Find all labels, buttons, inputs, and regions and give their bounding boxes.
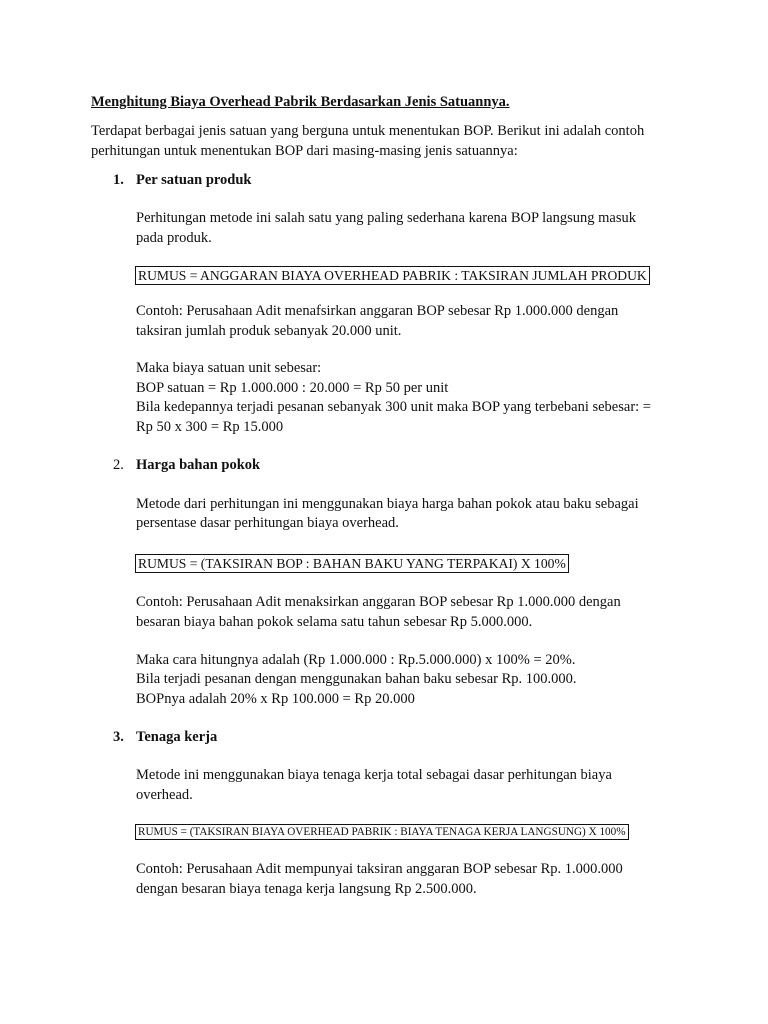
section-3-example-2: dengan besaran biaya tenaga kerja langsung Rp 2.500.000. bbox=[136, 881, 477, 897]
section-1-calc-1: Maka biaya satuan unit sebesar: bbox=[136, 360, 322, 376]
section-3-example-1: Contoh: Perusahaan Adit mempunyai taksiran anggaran BOP sebesar Rp. 1.000.000 bbox=[136, 861, 623, 877]
section-2-desc-2: persentase dasar perhitungan biaya overhead. bbox=[136, 515, 399, 531]
section-3-desc-1: Metode ini menggunakan biaya tenaga kerja total sebagai dasar perhitungan biaya bbox=[136, 767, 612, 783]
section-3-heading: Tenaga kerja bbox=[136, 729, 218, 745]
section-1-formula-box: RUMUS = ANGGARAN BIAYA OVERHEAD PABRIK : TAKSIRAN JUMLAH PRODUK bbox=[135, 266, 650, 285]
section-3-number: 3. bbox=[113, 729, 124, 745]
section-3-formula-box: RUMUS = (TAKSIRAN BIAYA OVERHEAD PABRIK : BIAYA TENAGA KERJA LANGSUNG) X 100% bbox=[135, 824, 629, 840]
section-2-number: 2. bbox=[113, 457, 124, 473]
section-1-calc-4: Rp 50 x 300 = Rp 15.000 bbox=[136, 419, 284, 435]
section-3-desc-2: overhead. bbox=[136, 787, 193, 803]
section-2-example-2: besaran biaya bahan pokok selama satu tahun sebesar Rp 5.000.000. bbox=[136, 614, 533, 630]
section-1-calc-2: BOP satuan = Rp 1.000.000 : 20.000 = Rp 50 per unit bbox=[136, 380, 449, 396]
section-1-heading: Per satuan produk bbox=[136, 172, 252, 188]
section-1-number: 1. bbox=[113, 172, 124, 188]
section-2-formula-box: RUMUS = (TAKSIRAN BOP : BAHAN BAKU YANG TERPAKAI) X 100% bbox=[135, 554, 569, 573]
section-1-desc-2: pada produk. bbox=[136, 230, 212, 246]
intro-line-1: Terdapat berbagai jenis satuan yang berguna untuk menentukan BOP. Berikut ini adalah contoh bbox=[91, 123, 645, 139]
section-2-calc-1: Maka cara hitungnya adalah (Rp 1.000.000 : Rp.5.000.000) x 100% = 20%. bbox=[136, 652, 576, 668]
intro-line-2: perhitungan untuk menentukan BOP dari masing-masing jenis satuannya: bbox=[91, 143, 518, 159]
section-2-example-1: Contoh: Perusahaan Adit menaksirkan anggaran BOP sebesar Rp 1.000.000 dengan bbox=[136, 594, 621, 610]
section-1-example-2: taksiran jumlah produk sebanyak 20.000 unit. bbox=[136, 323, 402, 339]
section-2-calc-3: BOPnya adalah 20% x Rp 100.000 = Rp 20.000 bbox=[136, 691, 415, 707]
section-1-example-1: Contoh: Perusahaan Adit menafsirkan anggaran BOP sebesar Rp 1.000.000 dengan bbox=[136, 303, 619, 319]
section-2-desc-1: Metode dari perhitungan ini menggunakan biaya harga bahan pokok atau baku sebagai bbox=[136, 496, 639, 512]
section-2-calc-2: Bila terjadi pesanan dengan menggunakan bahan baku sebesar Rp. 100.000. bbox=[136, 671, 577, 687]
section-1-calc-3: Bila kedepannya terjadi pesanan sebanyak 300 unit maka BOP yang terbebani sebesar: = bbox=[136, 399, 651, 415]
section-2-heading: Harga bahan pokok bbox=[136, 457, 261, 473]
document-title: Menghitung Biaya Overhead Pabrik Berdasarkan Jenis Satuannya. bbox=[91, 94, 510, 110]
section-1-desc-1: Perhitungan metode ini salah satu yang paling sederhana karena BOP langsung masuk bbox=[136, 210, 636, 226]
